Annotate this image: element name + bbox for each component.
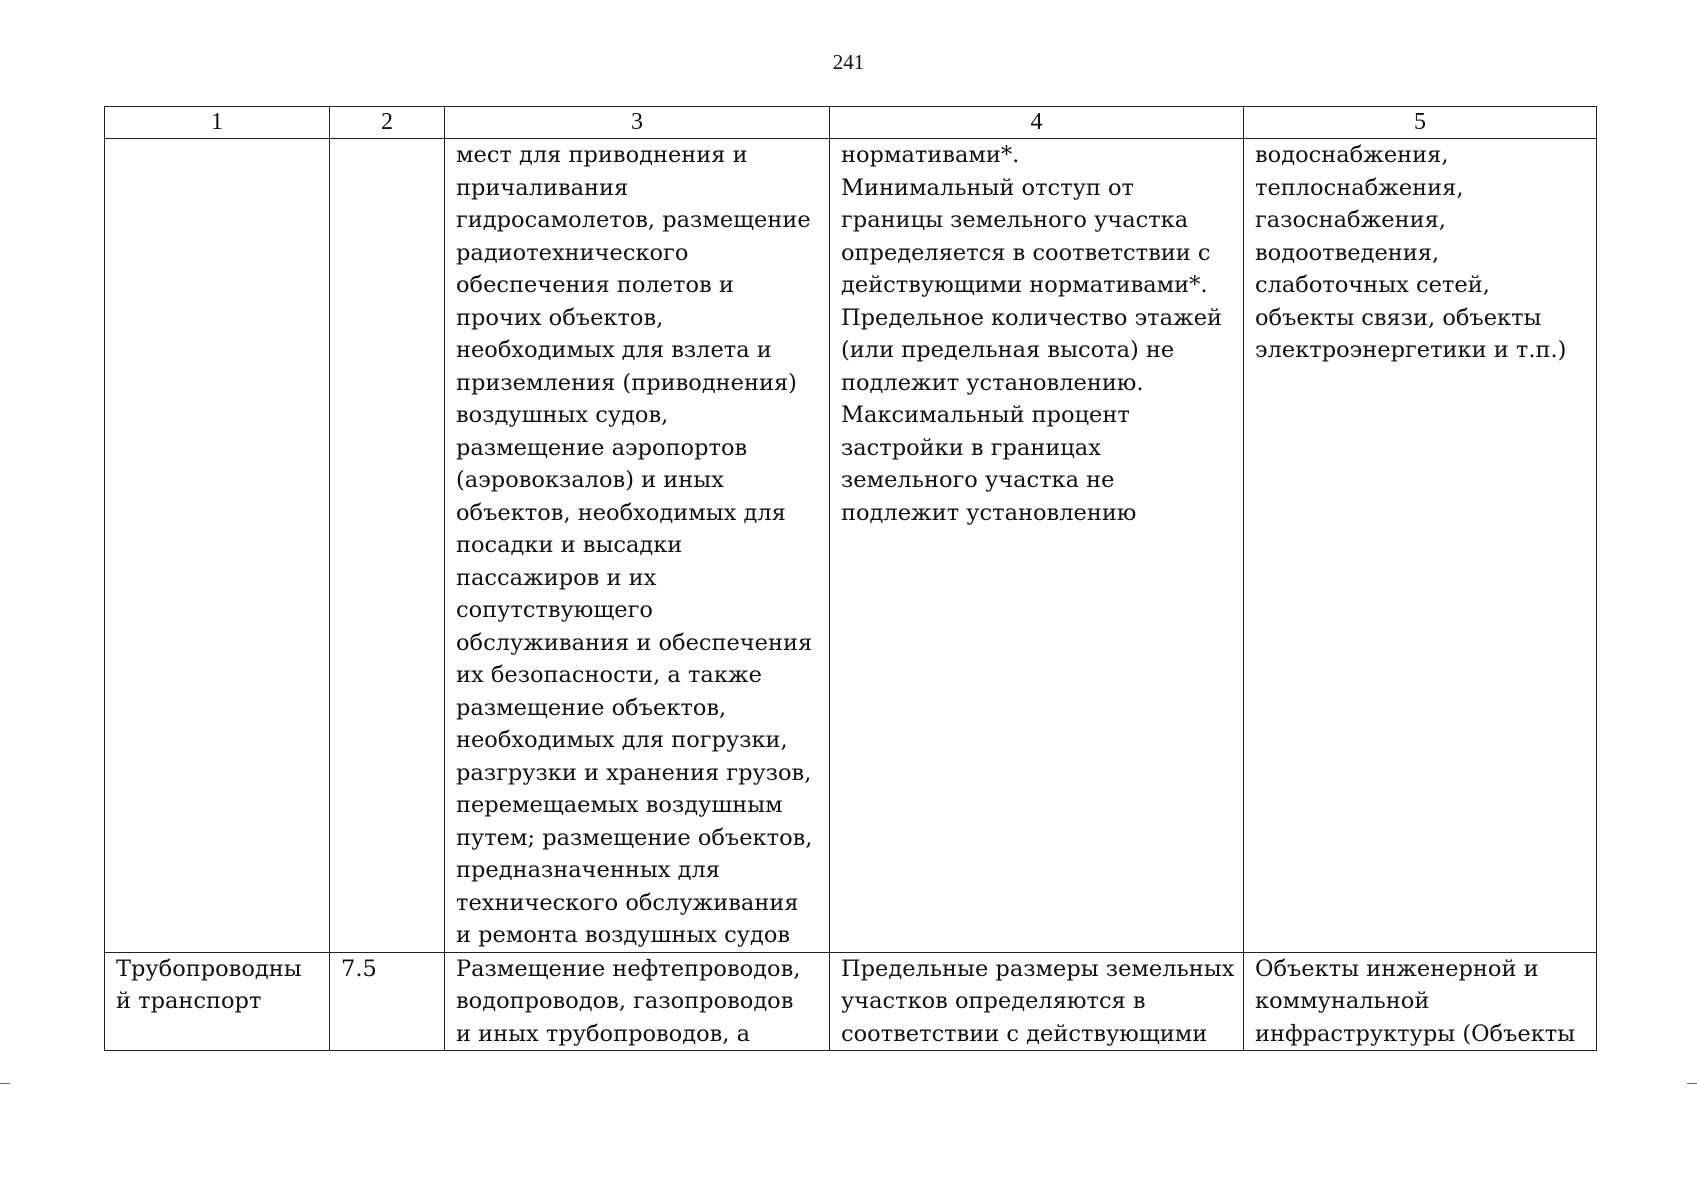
- cell-text-line: объектов, необходимых для: [456, 499, 786, 526]
- page-number: 241: [832, 50, 865, 74]
- cell-text-line: необходимых для погрузки,: [456, 727, 788, 753]
- cell-text-line: их безопасности, а также: [456, 662, 762, 688]
- cell-text-line: мест для приводнения и: [456, 142, 748, 168]
- cell-text-line: объекты связи, объекты: [1255, 304, 1542, 331]
- cell-text-line: Максимальный процент: [841, 402, 1130, 428]
- cell-text-line: (аэровокзалов) и иных: [456, 467, 724, 493]
- row-1-col-2: [330, 139, 445, 953]
- cell-text-line: застройки в границах: [841, 434, 1101, 461]
- row-1-col-3-description: [445, 139, 830, 953]
- cell-text-line: инфраструктуры (Объекты: [1255, 1020, 1576, 1047]
- cell-text-line: обслуживания и обеспечения: [456, 629, 813, 656]
- cell-text-line: прочих объектов,: [456, 304, 664, 331]
- cell-text-line: размещение аэропортов: [456, 434, 748, 461]
- header-col-4: 4: [830, 107, 1244, 139]
- cell-text-line: размещение объектов,: [456, 694, 727, 721]
- cell-text-line: водоснабжения,: [1255, 142, 1449, 168]
- cell-text-line: пассажиров и их: [456, 564, 657, 591]
- cell-text-line: й транспорт: [116, 988, 262, 1014]
- cell-text-line: необходимых для взлета и: [456, 337, 772, 363]
- cell-text-line: Объекты инженерной и: [1255, 955, 1539, 982]
- row-2-col-5-objects: [1244, 952, 1597, 1051]
- cell-text-line: Трубопроводны: [116, 955, 302, 982]
- cell-text-line: (или предельная высота) не: [841, 337, 1175, 363]
- right-margin-mark: [1687, 1083, 1697, 1084]
- cell-text-line: 7.5: [341, 955, 377, 982]
- cell-text-line: земельного участка не: [841, 467, 1115, 493]
- cell-text-line: водоотведения,: [1255, 239, 1440, 266]
- row-1-col-4-parameters: [830, 139, 1244, 953]
- cell-text-line: перемещаемых воздушным: [456, 792, 783, 818]
- cell-text-line: теплоснабжения,: [1255, 174, 1464, 201]
- left-margin-mark: [0, 1083, 10, 1084]
- cell-text-line: технического обслуживания: [456, 889, 799, 916]
- cell-text-line: участков определяются в: [841, 988, 1146, 1014]
- row-2-col-4-parameters: [830, 952, 1244, 1051]
- cell-text-line: Минимальный отступ от: [841, 174, 1134, 201]
- cell-text-line: обеспечения полетов и: [456, 272, 734, 298]
- cell-text-line: подлежит установлению.: [841, 369, 1144, 396]
- cell-text-line: и иных трубопроводов, а: [456, 1020, 751, 1047]
- cell-text-line: Предельное количество этажей: [841, 304, 1223, 331]
- cell-text-line: сопутствующего: [456, 597, 653, 623]
- cell-text-line: соответствии с действующими: [841, 1020, 1208, 1047]
- cell-text-line: приземления (приводнения): [456, 369, 797, 396]
- cell-text-line: и ремонта воздушных судов: [456, 922, 791, 948]
- row-1-col-1: [105, 139, 330, 953]
- cell-text-line: путем; размещение объектов,: [456, 824, 813, 851]
- row-2-col-2-code: [330, 952, 445, 1051]
- table-row: [105, 139, 1597, 953]
- header-col-1: 1: [105, 107, 330, 139]
- row-2-col-3-description: [445, 952, 830, 1051]
- cell-text-line: Предельные размеры земельных: [841, 955, 1235, 982]
- cell-text-line: действующими нормативами*.: [841, 272, 1208, 298]
- cell-text-line: Размещение нефтепроводов,: [456, 955, 801, 982]
- cell-text-line: воздушных судов,: [456, 402, 669, 428]
- cell-text-line: определяется в соответствии с: [841, 239, 1211, 266]
- row-1-col-5-objects: [1244, 139, 1597, 953]
- cell-text-line: коммунальной: [1255, 988, 1430, 1014]
- cell-text-line: электроэнергетики и т.п.): [1255, 337, 1567, 363]
- cell-text-line: газоснабжения,: [1255, 207, 1446, 233]
- document-table: [104, 106, 1597, 1051]
- cell-text-line: посадки и высадки: [456, 532, 683, 558]
- cell-text-line: нормативами*.: [841, 142, 1020, 168]
- row-2-col-1-use-type: [105, 952, 330, 1051]
- cell-text-line: причаливания: [456, 174, 629, 201]
- cell-text-line: радиотехнического: [456, 239, 689, 266]
- cell-text-line: водопроводов, газопроводов: [456, 988, 794, 1014]
- header-col-5: 5: [1244, 107, 1597, 139]
- cell-text-line: подлежит установлению: [841, 499, 1137, 526]
- cell-text-line: гидросамолетов, размещение: [456, 207, 811, 233]
- header-col-3: 3: [445, 107, 830, 139]
- header-col-2: 2: [330, 107, 445, 139]
- cell-text-line: предназначенных для: [456, 857, 720, 883]
- cell-text-line: границы земельного участка: [841, 207, 1189, 233]
- cell-text-line: разгрузки и хранения грузов,: [456, 759, 812, 786]
- cell-text-line: слаботочных сетей,: [1255, 272, 1490, 298]
- table-row: [105, 952, 1597, 1051]
- table-header: [105, 107, 1597, 139]
